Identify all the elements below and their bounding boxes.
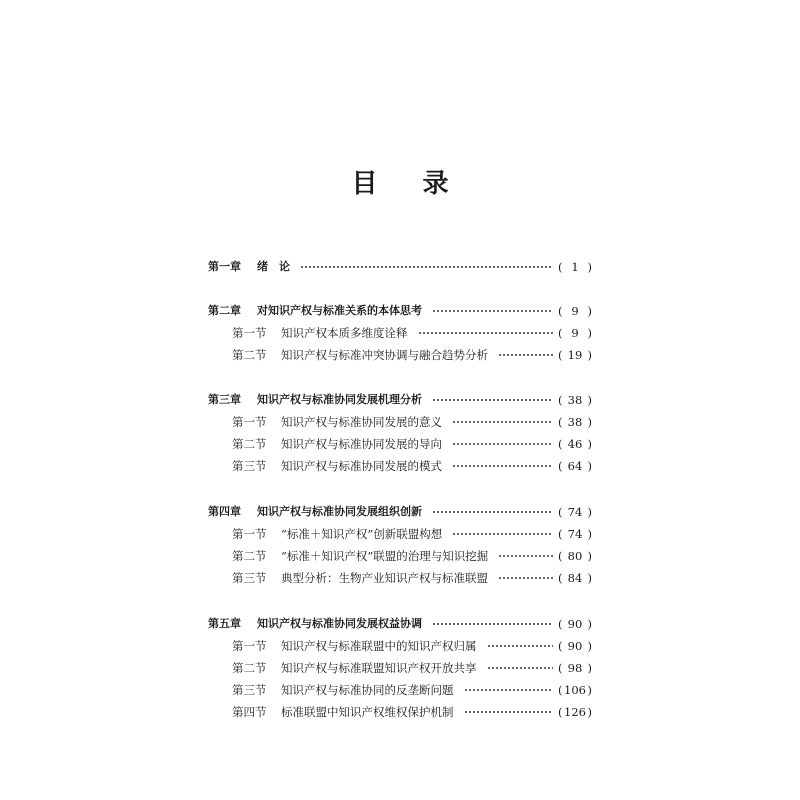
entry-number: 第三节 [232,459,267,473]
entry-number: 第二节 [232,348,267,362]
entry-page-number: ( 46 ) [558,437,592,451]
entry-page-number: ( 106 ) [558,683,592,697]
entry-number: 第二章 [208,304,241,317]
entry-title: 绪 论 [257,260,290,273]
entry-page-number: ( 9 ) [558,304,592,318]
entry-title: 知识产权与标准协同发展的意义 [281,415,442,429]
toc-section-entry[interactable] [0,657,800,679]
entry-page-number: ( 90 ) [558,617,592,631]
entry-title: 知识产权与标准冲突协调与融合趋势分析 [281,348,488,362]
toc-chapter-entry[interactable] [0,613,800,635]
entry-title: “标准＋知识产权”联盟的治理与知识挖掘 [281,549,489,563]
entry-number: 第三节 [232,571,267,585]
toc-chapter-entry[interactable] [0,256,800,278]
toc-section-entry[interactable] [0,523,800,545]
entry-title: 知识产权本质多维度诠释 [281,326,408,340]
entry-page-number: ( 1 ) [558,260,592,274]
entry-number: 第二节 [232,661,267,675]
toc-section-entry[interactable] [0,679,800,701]
leader-dots [432,399,553,401]
entry-title: 知识产权与标准协同的反垄断问题 [281,683,454,697]
leader-dots [464,689,553,691]
toc-section-entry[interactable] [0,545,800,567]
entry-title: 知识产权与标准协同发展组织创新 [257,505,422,518]
toc-chapter-entry[interactable] [0,300,800,322]
entry-page-number: ( 74 ) [558,505,592,519]
leader-dots [487,667,553,669]
leader-dots [452,421,553,423]
entry-number: 第五章 [208,617,241,630]
entry-title: 知识产权与标准协同发展的导向 [281,437,442,451]
entry-page-number: ( 126 ) [558,705,592,719]
leader-dots [498,577,553,579]
leader-dots [418,332,553,334]
entry-title: 知识产权与标准协同发展机理分析 [257,393,422,406]
entry-page-number: ( 90 ) [558,639,592,653]
toc-chapter-entry[interactable] [0,501,800,523]
entry-number: 第一节 [232,527,267,541]
entry-number: 第二节 [232,549,267,563]
entry-page-number: ( 38 ) [558,393,592,407]
entry-number: 第四节 [232,705,267,719]
toc-section-entry[interactable] [0,567,800,589]
toc-chapter-entry[interactable] [0,389,800,411]
entry-page-number: ( 9 ) [558,326,592,340]
leader-dots [432,623,553,625]
leader-dots [498,555,553,557]
entry-number: 第四章 [208,505,241,518]
entry-page-number: ( 74 ) [558,527,592,541]
entry-title: 知识产权与标准协同发展的模式 [281,459,442,473]
entry-title: “标准＋知识产权”创新联盟构想 [281,527,443,541]
entry-title: 知识产权与标准协同发展权益协调 [257,617,422,630]
entry-number: 第一节 [232,326,267,340]
leader-dots [487,645,553,647]
toc-section-entry[interactable] [0,701,800,723]
entry-title: 对知识产权与标准关系的本体思考 [257,304,422,317]
entry-page-number: ( 38 ) [558,415,592,429]
leader-dots [452,465,553,467]
entry-number: 第一章 [208,260,241,273]
leader-dots [452,443,553,445]
toc-section-entry[interactable] [0,411,800,433]
entry-title: 知识产权与标准联盟中的知识产权归属 [281,639,477,653]
entry-number: 第三章 [208,393,241,406]
entry-number: 第一节 [232,415,267,429]
entry-page-number: ( 19 ) [558,348,592,362]
leader-dots [432,310,553,312]
entry-number: 第一节 [232,639,267,653]
toc-section-entry[interactable] [0,635,800,657]
leader-dots [464,711,553,713]
toc-title: 目 录 [351,169,467,199]
entry-title: 知识产权与标准联盟知识产权开放共享 [281,661,477,675]
entry-number: 第三节 [232,683,267,697]
toc-section-entry[interactable] [0,455,800,477]
toc-section-entry[interactable] [0,322,800,344]
leader-dots [452,533,553,535]
leader-dots [498,354,553,356]
entry-title: 典型分析：生物产业知识产权与标准联盟 [281,571,488,585]
entry-page-number: ( 84 ) [558,571,592,585]
entry-page-number: ( 80 ) [558,549,592,563]
toc-section-entry[interactable] [0,344,800,366]
entry-page-number: ( 64 ) [558,459,592,473]
entry-number: 第二节 [232,437,267,451]
toc-section-entry[interactable] [0,433,800,455]
entry-page-number: ( 98 ) [558,661,592,675]
entry-title: 标准联盟中知识产权维权保护机制 [281,705,454,719]
leader-dots [300,266,553,268]
leader-dots [432,511,553,513]
